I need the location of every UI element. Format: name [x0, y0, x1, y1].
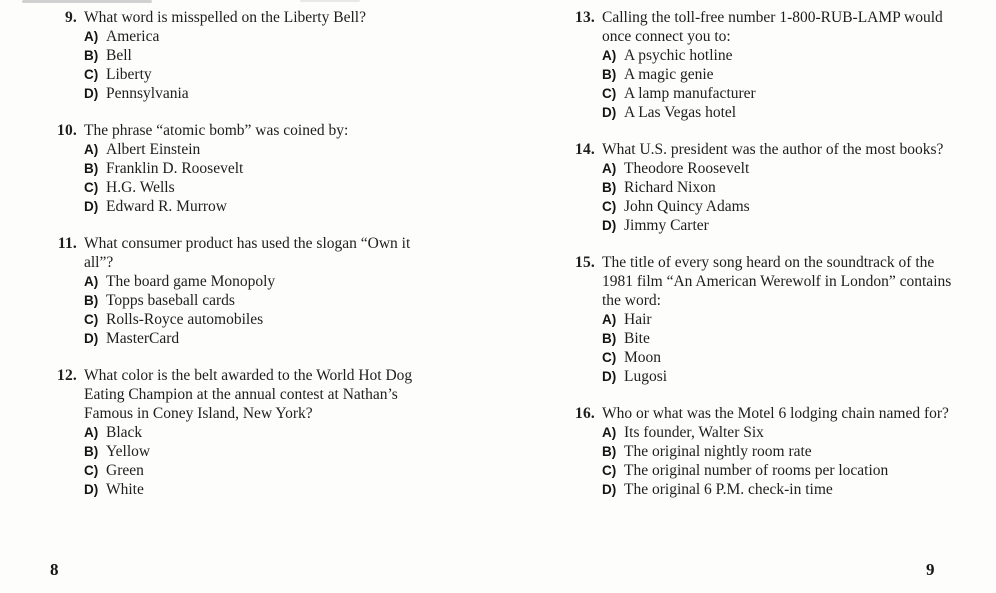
option-text: Its founder, Walter Six: [624, 424, 764, 441]
answer-option: [602, 442, 954, 461]
answer-option: [602, 348, 954, 367]
option-text: Liberty: [106, 66, 152, 83]
option-letter: C): [84, 67, 99, 82]
option-letter: C): [602, 199, 617, 214]
question-text: Calling the toll-free number 1-800-RUB-LAMP would once connect you to:: [602, 9, 943, 45]
option-letter: D): [84, 331, 99, 346]
question-14: [560, 140, 960, 235]
answer-option: [602, 329, 954, 348]
answer-option: [602, 103, 954, 122]
answer-option: [84, 461, 432, 480]
option-text: The original nightly room rate: [624, 443, 812, 460]
answer-option: [602, 310, 954, 329]
answer-option: [84, 272, 432, 291]
question-number: 10.: [57, 122, 77, 139]
question-number: 11.: [57, 235, 77, 252]
option-letter: C): [602, 463, 617, 478]
option-letter: A): [84, 274, 99, 289]
option-letter: D): [602, 218, 617, 233]
option-text: Pennsylvania: [106, 85, 189, 102]
question-text: The phrase “atomic bomb” was coined by:: [84, 122, 349, 139]
answer-option: [602, 178, 954, 197]
question-number: 15.: [575, 254, 595, 271]
answer-option: [84, 291, 432, 310]
question-number: 9.: [64, 9, 77, 26]
page-number-left: 8: [50, 560, 59, 579]
option-letter: B): [602, 67, 617, 82]
question-number: 12.: [57, 367, 77, 384]
question-11: [45, 234, 465, 348]
scan-edge-artifact: [300, 0, 360, 2]
option-letter: A): [602, 425, 617, 440]
option-letter: B): [602, 180, 617, 195]
answer-option: [84, 423, 432, 442]
question-number: 16.: [575, 405, 595, 422]
option-text: A lamp manufacturer: [624, 85, 756, 102]
question-text: What U.S. president was the author of the most books?: [602, 141, 944, 158]
option-text: Richard Nixon: [624, 179, 716, 196]
answer-option: [84, 46, 432, 65]
answer-option: [84, 480, 432, 499]
answer-option: [84, 442, 432, 461]
option-letter: D): [84, 199, 99, 214]
option-text: The original number of rooms per location: [624, 462, 889, 479]
answer-option: [602, 159, 954, 178]
answer-option: [84, 197, 432, 216]
option-letter: B): [84, 444, 99, 459]
option-text: H.G. Wells: [106, 179, 175, 196]
answer-option: [84, 310, 432, 329]
option-text: The original 6 P.M. check-in time: [624, 481, 833, 498]
option-text: Yellow: [106, 443, 151, 460]
option-text: John Quincy Adams: [624, 198, 750, 215]
option-letter: A): [602, 312, 617, 327]
option-text: White: [106, 481, 144, 498]
answer-option: [602, 46, 954, 65]
question-12: [45, 366, 465, 499]
option-text: Lugosi: [624, 368, 668, 385]
option-text: A psychic hotline: [624, 47, 733, 64]
option-letter: A): [602, 48, 617, 63]
answer-option: [602, 197, 954, 216]
option-letter: B): [602, 331, 617, 346]
scan-edge-artifact: [22, 0, 152, 3]
page-right-column: [560, 8, 960, 517]
answer-option: [84, 159, 432, 178]
option-letter: C): [602, 86, 617, 101]
question-13: [560, 8, 960, 122]
answer-option: [602, 65, 954, 84]
option-text: Rolls-Royce automobiles: [106, 311, 264, 328]
question-16: [560, 404, 960, 499]
option-letter: B): [84, 293, 99, 308]
question-15: [560, 253, 960, 386]
question-text: What word is misspelled on the Liberty Bell?: [84, 9, 366, 26]
option-text: Franklin D. Roosevelt: [106, 160, 244, 177]
option-text: A magic genie: [624, 66, 714, 83]
option-text: Black: [106, 424, 143, 441]
answer-option: [602, 423, 954, 442]
option-text: Edward R. Murrow: [106, 198, 227, 215]
option-letter: B): [602, 444, 617, 459]
option-text: The board game Monopoly: [106, 273, 276, 290]
answer-option: [84, 329, 432, 348]
option-text: America: [106, 28, 160, 45]
option-text: Moon: [624, 349, 662, 366]
option-text: MasterCard: [106, 330, 180, 347]
option-text: Bite: [624, 330, 650, 347]
option-letter: B): [84, 48, 99, 63]
page-number-right: 9: [926, 560, 935, 579]
option-letter: C): [84, 180, 99, 195]
option-letter: A): [602, 161, 617, 176]
question-text: What color is the belt awarded to the World Hot Dog Eating Champion at the annual contest at Nathan’s Famous in Coney Island, New York?: [84, 367, 413, 422]
question-text: Who or what was the Motel 6 lodging chain named for?: [602, 405, 949, 422]
option-text: Albert Einstein: [106, 141, 201, 158]
question-text: What consumer product has used the slogan “Own it all”?: [84, 235, 411, 271]
answer-option: [84, 84, 432, 103]
question-text: The title of every song heard on the soundtrack of the 1981 film “An American Werewolf in London” contains the word:: [602, 254, 952, 309]
option-text: Green: [106, 462, 144, 479]
option-letter: D): [602, 482, 617, 497]
answer-option: [84, 178, 432, 197]
question-10: [45, 121, 465, 216]
answer-option: [84, 27, 432, 46]
option-letter: A): [84, 142, 99, 157]
option-letter: D): [602, 105, 617, 120]
option-letter: B): [84, 161, 99, 176]
page-left-column: [45, 8, 465, 517]
question-9: [45, 8, 465, 103]
answer-option: [84, 65, 432, 84]
answer-option: [602, 216, 954, 235]
option-letter: D): [84, 86, 99, 101]
option-text: Bell: [106, 47, 132, 64]
option-letter: C): [84, 463, 99, 478]
option-letter: C): [602, 350, 617, 365]
option-letter: D): [602, 369, 617, 384]
question-number: 14.: [575, 141, 595, 158]
answer-option: [602, 367, 954, 386]
option-letter: A): [84, 425, 99, 440]
option-text: Topps baseball cards: [106, 292, 235, 309]
question-number: 13.: [575, 9, 595, 26]
option-text: Jimmy Carter: [624, 217, 709, 234]
answer-option: [84, 140, 432, 159]
answer-option: [602, 480, 954, 499]
answer-option: [602, 461, 954, 480]
answer-option: [602, 84, 954, 103]
option-text: Theodore Roosevelt: [624, 160, 750, 177]
option-letter: A): [84, 29, 99, 44]
option-text: Hair: [624, 311, 652, 328]
option-text: A Las Vegas hotel: [624, 104, 737, 121]
option-letter: C): [84, 312, 99, 327]
option-letter: D): [84, 482, 99, 497]
